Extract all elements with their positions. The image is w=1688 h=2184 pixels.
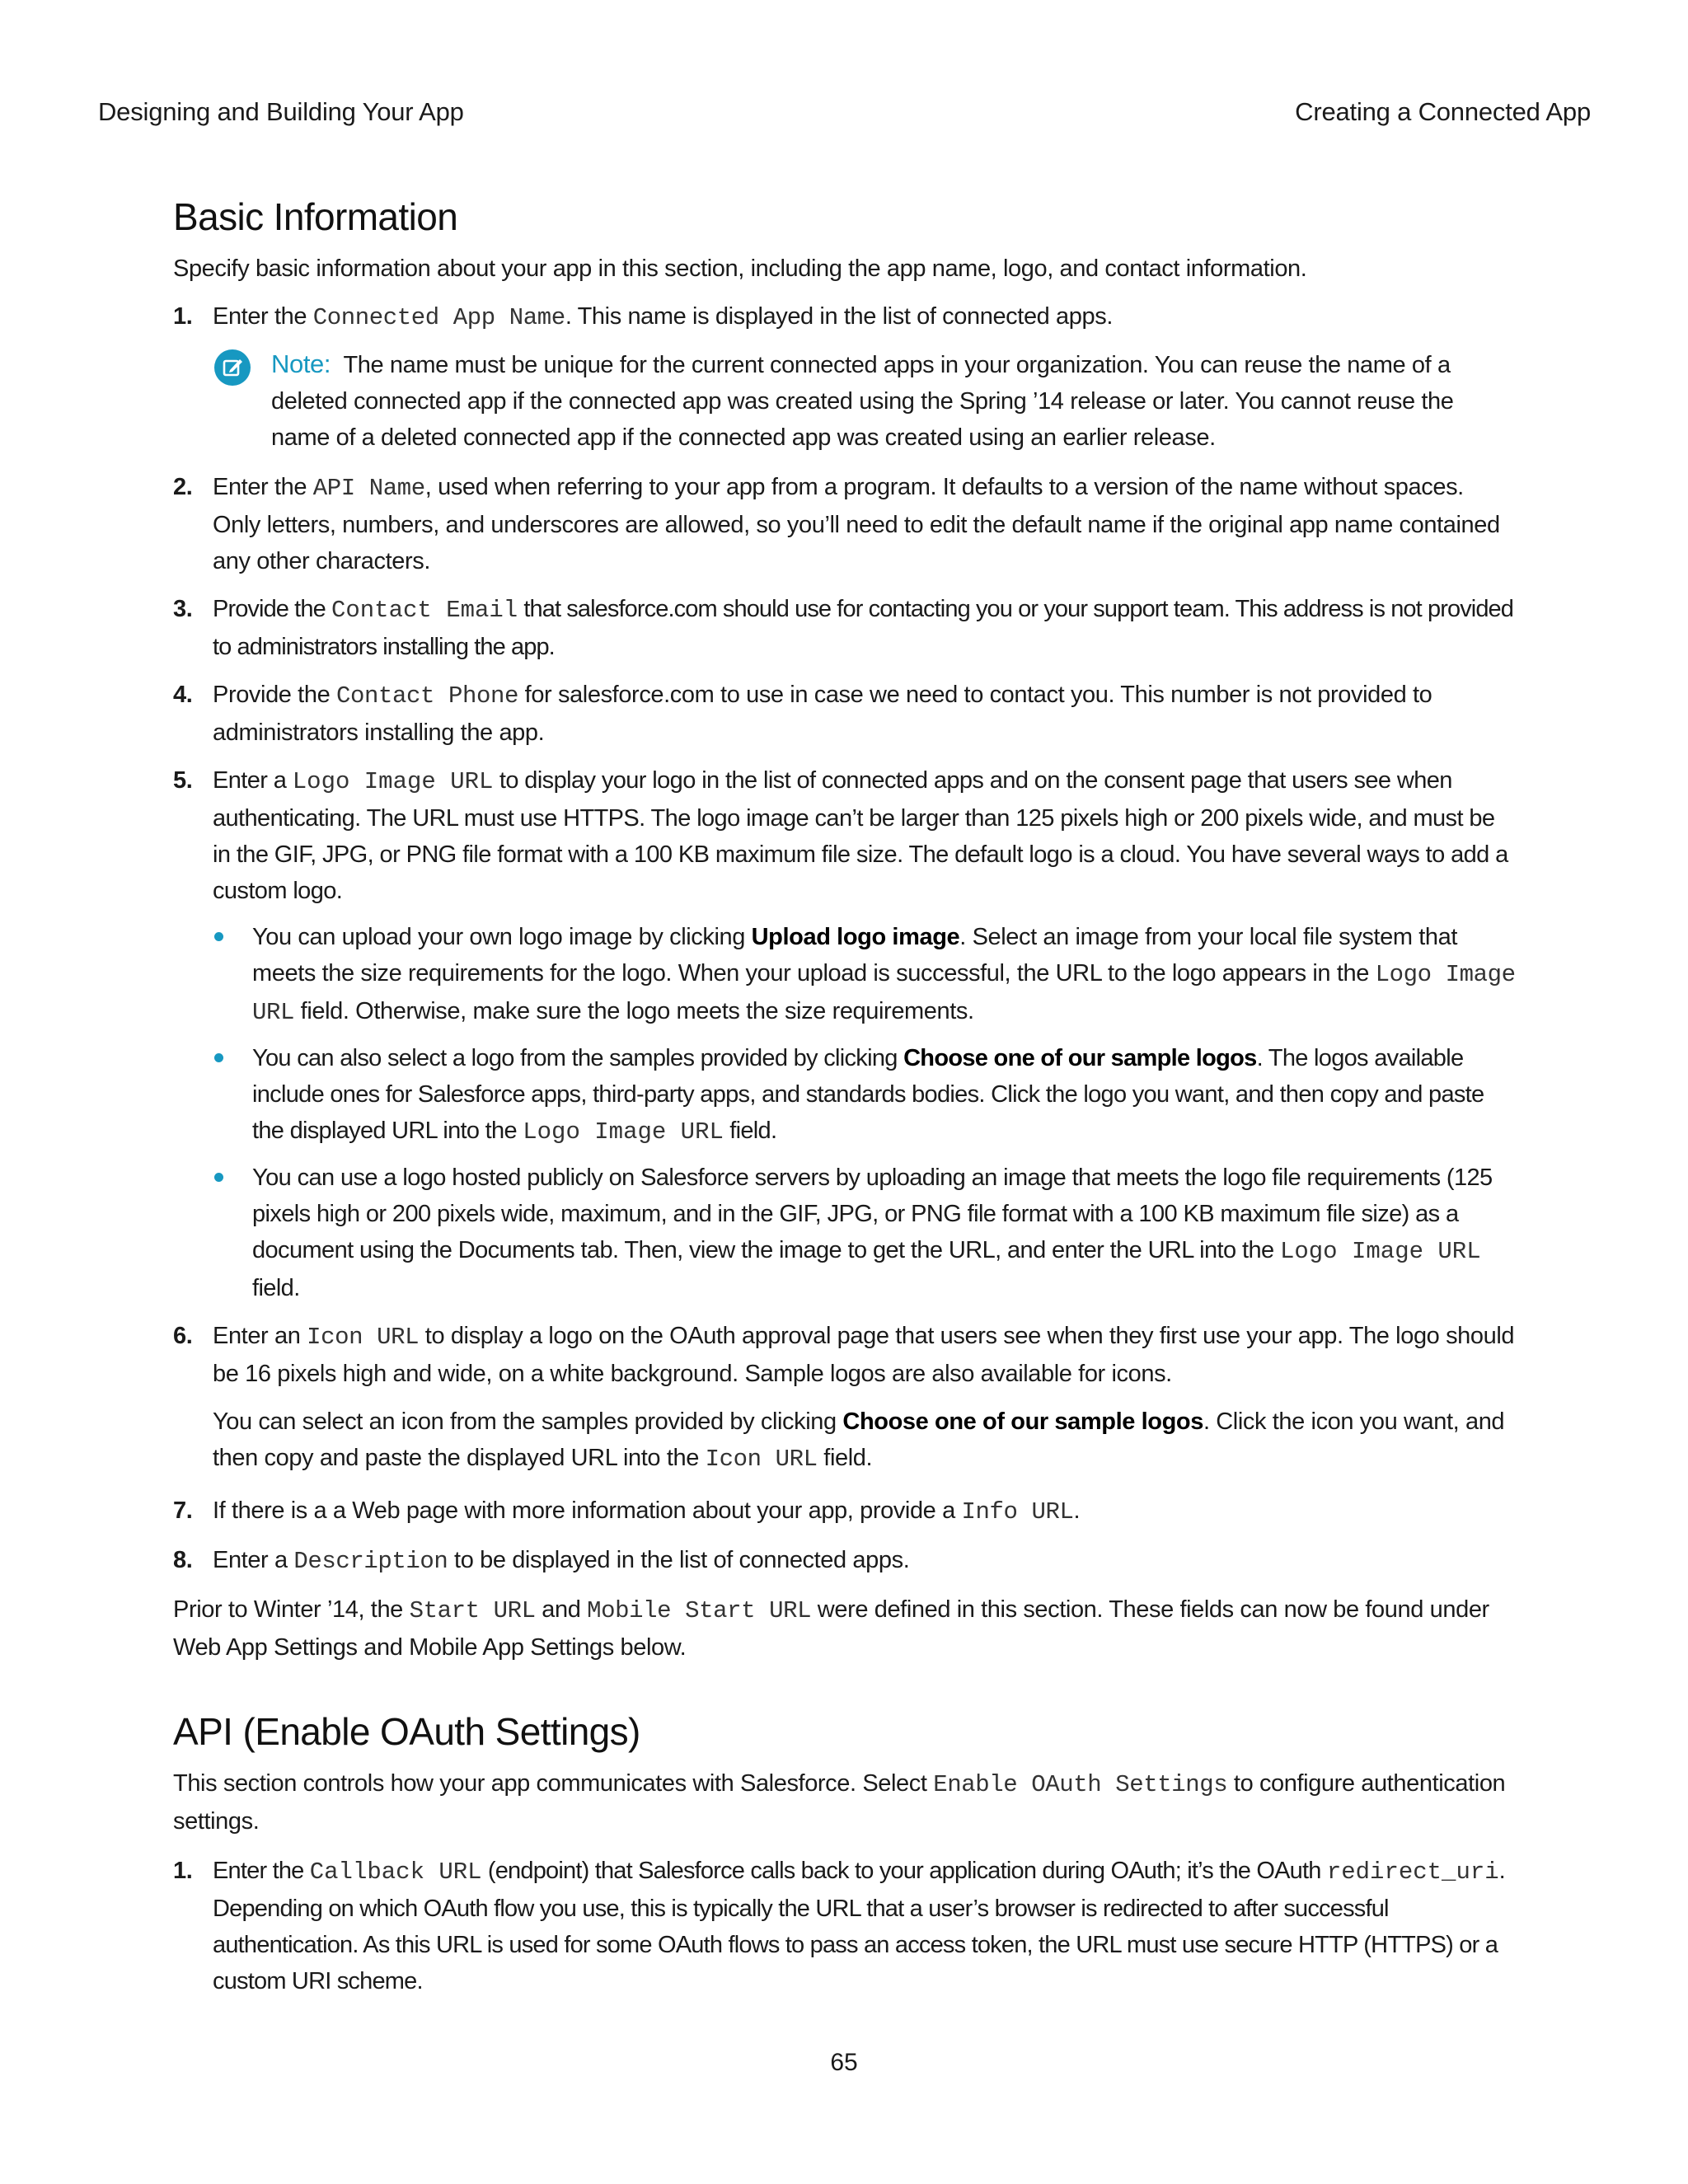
ui-label-choose-sample-logos: Choose one of our sample logos (903, 1045, 1257, 1071)
step-number: 1. (173, 303, 193, 330)
text: If there is a a Web page with more information about your app, provide a (213, 1497, 962, 1524)
note-text: The name must be unique for the current connected apps in your organization. You can reuse the name of a deleted connected app if the connected app was created using the Spring ’14 release or later. You cannot reuse the name of a deleted connected app if the connected app was created using an earlier release. (271, 352, 1454, 451)
bullet-dot-icon (214, 1053, 223, 1062)
text: You can also select a logo from the samples provided by clicking (252, 1045, 904, 1071)
text: You can use a logo hosted publicly on Salesforce servers by uploading an image that meets the logo file requirements (125 pixels high or 200 pixels wide, maximum, and in the GIF, JPG, or PNG file format with a 100 KB maximum file size) as a document using the Documents tab. Then, view the image to get the URL, and enter the URL into the (252, 1165, 1493, 1263)
text: . The logos available include ones for Salesforce apps, third-party apps, and standards bodies. Click the logo you want, and then copy and paste the displayed URL into the (252, 1045, 1484, 1144)
page-number: 65 (830, 2049, 858, 2076)
field-name-code: redirect_uri (1326, 1858, 1499, 1886)
text: field. Otherwise, make sure the logo meets the size requirements. (294, 998, 974, 1024)
text: to be displayed in the list of connected apps. (448, 1547, 910, 1573)
steps-list (173, 298, 1517, 1580)
field-name-code: Icon URL (307, 1324, 420, 1351)
text: to display a logo on the OAuth approval page that users see when they first use your app. The logo should be 16 pixels high and wide, on a white background. Sample logos are also available for icons. (213, 1323, 1515, 1387)
list-item (213, 1040, 1517, 1151)
text: for salesforce.com to use in case we need to contact you. This number is not provided to administrators installing the app. (213, 682, 1432, 746)
field-name-code: Mobile Start URL (587, 1597, 812, 1624)
field-name-code: Start URL (409, 1597, 536, 1624)
list-item-step-8 (173, 1542, 1517, 1580)
field-name-code: Logo Image URL (1279, 1238, 1481, 1265)
step-number: 5. (173, 767, 193, 794)
step-number: 8. (173, 1547, 193, 1573)
list-item-step-7 (173, 1493, 1517, 1530)
text: You can select an icon from the samples provided by clicking (213, 1408, 843, 1435)
text: that salesforce.com should use for contacting you or your support team. This address is not provided to administrators installing the app. (213, 596, 1514, 660)
field-name-code: Contact Email (331, 597, 518, 624)
api-intro-paragraph (173, 1765, 1517, 1840)
step-number: 6. (173, 1323, 193, 1349)
header-left: Designing and Building Your App (98, 97, 464, 126)
text: . Click the icon you want, and then copy and paste the displayed URL into the (213, 1408, 1505, 1471)
bullet-dot-icon (214, 932, 223, 941)
text: Enter an (213, 1323, 307, 1349)
note-label: Note: (271, 349, 331, 378)
field-name-code: Logo Image URL (252, 961, 1516, 1026)
text: were defined in this section. These fields can now be found under Web App Settings and Mobile App Settings below. (173, 1596, 1489, 1661)
step-number: 4. (173, 682, 193, 708)
text: . Select an image from your local file system that meets the size requirements for the logo. When your upload is successful, the URL to the logo appears in the (252, 924, 1458, 987)
text: Enter the (213, 474, 313, 500)
basic-information-section (173, 194, 1517, 1666)
note-callout (213, 346, 1517, 456)
field-name-code: Connected App Name (312, 304, 565, 331)
text: This section controls how your app communicates with Salesforce. Select (173, 1770, 934, 1797)
ui-label-upload-logo-image: Upload logo image (751, 924, 960, 950)
field-name-code: Info URL (961, 1498, 1074, 1526)
text: Enter the (213, 303, 313, 330)
step-number: 2. (173, 474, 193, 500)
list-item-api-step-1 (173, 1853, 1517, 1999)
list-item (213, 1160, 1517, 1306)
list-item-step-1 (173, 298, 1517, 456)
list-item-step-2 (173, 469, 1517, 579)
list-item-step-6 (173, 1318, 1517, 1478)
section-heading-api: API (Enable OAuth Settings) (173, 1710, 640, 1753)
text: Prior to Winter ’14, the (173, 1596, 410, 1623)
list-item-step-4 (173, 677, 1517, 751)
text: . Depending on which OAuth flow you use, this is typically the URL that a user’s browser is redirected to after successful authentication. As this URL is used for some OAuth flows to pass an access token, the URL must use secure HTTP (HTTPS) or a custom URI scheme. (213, 1858, 1505, 1994)
field-name-code: Logo Image URL (292, 768, 494, 795)
text: field. (817, 1445, 873, 1471)
text: field. (723, 1118, 777, 1144)
step-number: 3. (173, 596, 193, 622)
text: field. (252, 1275, 300, 1301)
text: You can upload your own logo image by clicking (252, 924, 752, 950)
intro-paragraph: Specify basic information about your app in this section, including the app name, logo, and contact information. (173, 255, 1307, 282)
text: and (535, 1596, 588, 1623)
text: Enter a (213, 767, 293, 794)
list-item-step-3 (173, 591, 1517, 665)
text: Provide the (213, 682, 336, 708)
closing-paragraph (173, 1591, 1517, 1666)
text: Enter a (213, 1547, 294, 1573)
field-name-code: Description (293, 1548, 448, 1575)
field-name-code: Icon URL (705, 1446, 818, 1473)
text: Provide the (213, 596, 331, 622)
text: . This name is displayed in the list of connected apps. (565, 303, 1113, 330)
field-name-code: API Name (312, 475, 425, 502)
bullet-dot-icon (214, 1173, 223, 1182)
step-number: 7. (173, 1497, 193, 1524)
text: Enter the (213, 1858, 310, 1884)
logo-options-list (213, 919, 1517, 1306)
section-heading-basic-information: Basic Information (173, 195, 458, 238)
ui-label-choose-sample-logos: Choose one of our sample logos (842, 1408, 1203, 1435)
text: to configure authentication settings. (173, 1770, 1506, 1835)
field-name-code: Logo Image URL (523, 1118, 724, 1146)
list-item-step-5 (173, 762, 1517, 1306)
api-oauth-section (173, 1709, 1517, 1999)
header-right: Creating a Connected App (1295, 97, 1591, 126)
field-name-code: Callback URL (309, 1858, 482, 1886)
field-name-code: Enable OAuth Settings (933, 1771, 1228, 1798)
text: . (1073, 1497, 1081, 1524)
text: (endpoint) that Salesforce calls back to your application during OAuth; it’s the OAuth (481, 1858, 1327, 1884)
text: , used when referring to your app from a program. It defaults to a version of the name without spaces. Only letters, numbers, and underscores are allowed, so you’ll need to edit the default name if the original app name contained any other characters. (213, 474, 1500, 574)
text: to display your logo in the list of connected apps and on the consent page that users see when authenticating. The URL must use HTTPS. The logo image can’t be larger than 125 pixels high or 200 pixels wide, and must be in the GIF, JPG, or PNG file format with a 100 KB maximum file size. The default logo is a cloud. You have several ways to add a custom logo. (213, 767, 1508, 904)
field-name-code: Contact Phone (335, 682, 519, 710)
note-edit-icon (214, 349, 251, 386)
step-number: 1. (173, 1858, 193, 1884)
list-item (213, 919, 1517, 1031)
